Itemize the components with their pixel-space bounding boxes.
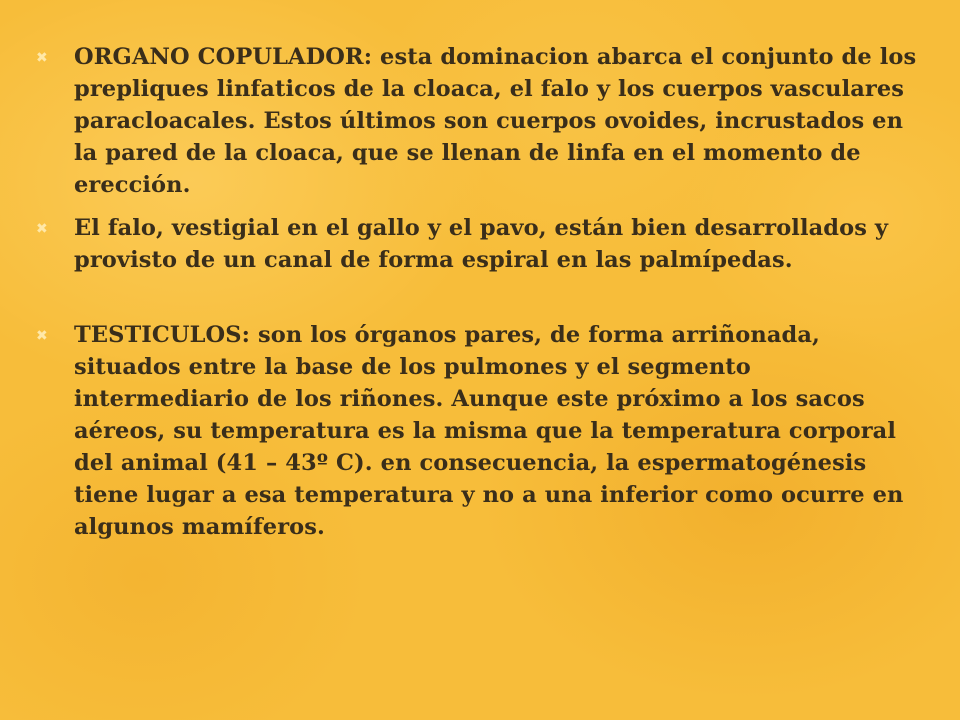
list-item-falo [36, 212, 926, 276]
x-bullet-icon: ✖ [36, 328, 48, 344]
list-item-organo-copulador [36, 41, 926, 201]
list-item-text: El falo, vestigial en el gallo y el pavo, están bien desarrollados y provisto de un canal de forma espiral en las palmípedas. [74, 215, 889, 273]
bullet-list [36, 41, 926, 543]
x-bullet-icon: ✖ [36, 50, 48, 66]
list-item-text: ORGANO COPULADOR: esta dominacion abarca el conjunto de los prepliques linfaticos de la cloaca, el falo y los cuerpos vasculares paracloacales. Estos últimos son cuerpos ovoides, incrustados en la pared de la cloaca, que se llenan de linfa en el momento de erección. [74, 44, 917, 198]
x-bullet-icon: ✖ [36, 221, 48, 237]
list-item-testiculos [36, 319, 926, 543]
list-item-text: TESTICULOS: son los órganos pares, de forma arriñonada, situados entre la base de los pulmones y el segmento intermediario de los riñones. Aunque este próximo a los sacos aéreos, su temperatura es la misma que la temperatura corporal del animal (41 – 43º C). en consecuencia, la espermatogénesis tiene lugar a esa temperatura y no a una inferior como ocurre en algunos mamíferos. [74, 322, 904, 540]
